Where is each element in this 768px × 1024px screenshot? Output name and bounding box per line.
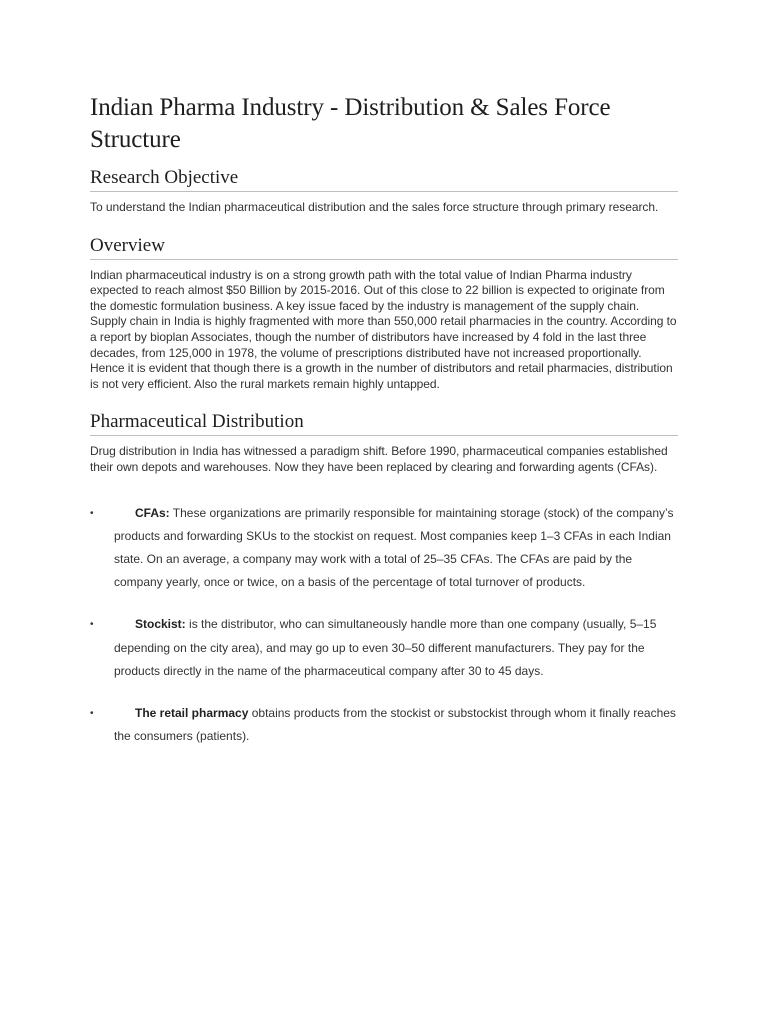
overview-heading: Overview xyxy=(90,234,678,260)
bullet-icon: • xyxy=(90,507,94,519)
distribution-bullet-list xyxy=(90,502,678,749)
list-item-cfas xyxy=(90,502,678,595)
document-title: Indian Pharma Industry - Distribution & Sales Force Structure xyxy=(90,94,611,153)
overview-section xyxy=(90,234,678,393)
research-objective-paragraph: To understand the Indian pharmaceutical distribution and the sales force structure through primary research. xyxy=(90,200,659,214)
research-objective-heading: Research Objective xyxy=(90,166,678,192)
bullet-text: These organizations are primarily responsible for maintaining storage (stock) of the company’s products and forwarding SKUs to the stockist on request. Most companies keep 1–3 CFAs in each Indian state. On an average, a company may work with a total of 25–35 CFAs. The CFAs are paid by the company yearly, once or twice, on a basis of the percentage of total turnover of products. xyxy=(114,505,674,590)
pharmaceutical-distribution-section xyxy=(90,410,678,748)
research-objective-section xyxy=(90,166,678,216)
bullet-icon: • xyxy=(90,707,94,719)
bullet-term: Stockist: xyxy=(135,617,186,632)
bullet-icon: • xyxy=(90,619,94,631)
bullet-term: The retail pharmacy xyxy=(135,705,249,720)
bullet-term: CFAs: xyxy=(135,505,170,520)
list-item-retail-pharmacy xyxy=(90,702,678,748)
document-page xyxy=(90,92,678,767)
bullet-text: obtains products from the stockist or substockist through whom it finally reaches the consumers (patients). xyxy=(114,705,676,744)
overview-paragraph: Indian pharmaceutical industry is on a strong growth path with the total value of Indian Pharma industry expected to reach almost $50 Billion by 2015-2016. Out of this close to 22 billion is expected to originate from the domestic formulation business. A key issue faced by the industry is management of the supply chain. Supply chain in India is highly fragmented with more than 550,000 retail pharmacies in the country. According to a report by bioplan Associates, though the number of distributors have increased by 4 fold in the last three decades, from 125,000 in 1978, the volume of prescriptions distributed have not increased proportionally. Hence it is evident that though there is a growth in the number of distributors and retail pharmacies, distribution is not very efficient. Also the rural markets remain highly untapped. xyxy=(90,267,677,391)
pharmaceutical-distribution-heading: Pharmaceutical Distribution xyxy=(90,410,678,436)
list-item-stockist xyxy=(90,613,678,683)
pharmaceutical-distribution-paragraph: Drug distribution in India has witnessed a paradigm shift. Before 1990, pharmaceutical companies established their own depots and warehouses. Now they have been replaced by clearing and forwarding agents (CFAs). xyxy=(90,444,668,474)
bullet-text: is the distributor, who can simultaneously handle more than one company (usually, 5–15 depending on the city area), and may go up to even 30–50 different manufacturers. They pay for the products directly in the name of the pharmaceutical company after 30 to 45 days. xyxy=(114,617,657,678)
